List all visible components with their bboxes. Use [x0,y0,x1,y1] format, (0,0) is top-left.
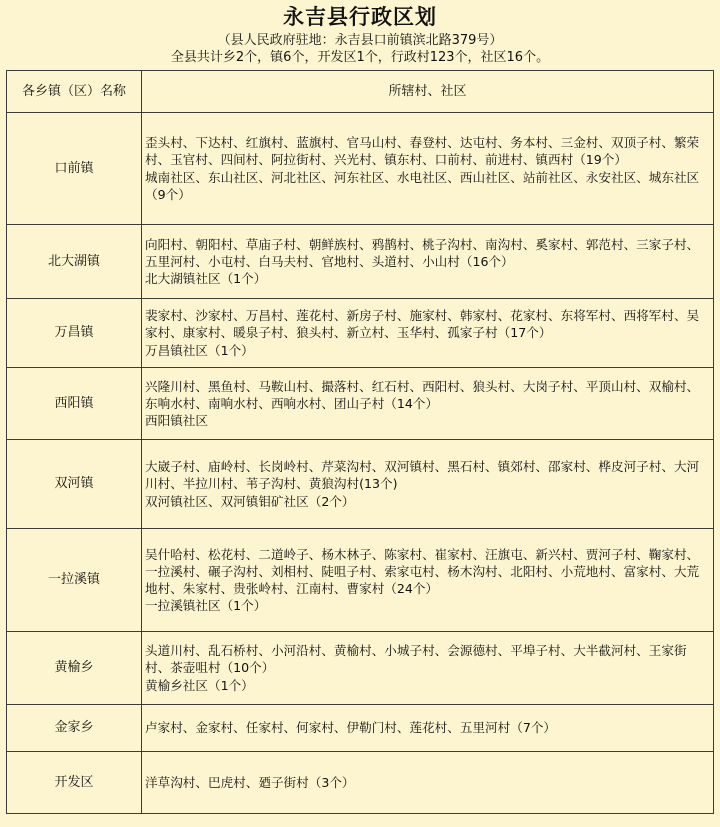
column-header-township: 各乡镇（区）名称 [7,71,142,113]
village-list: 头道川村、乱石桥村、小河沿村、黄榆村、小城子村、会源德村、平埠子村、大半截河村、王家街村、茶壶咀村（10个） [145,643,687,676]
township-name: 开发区 [7,752,142,814]
villages-cell [142,632,714,705]
township-name: 万昌镇 [7,299,142,368]
township-name: 北大湖镇 [7,225,142,299]
table-header-row [7,71,714,113]
division-table [6,70,714,814]
table-row [7,529,714,632]
village-list: 卢家村、金家村、任家村、何家村、伊勒门村、莲花村、五里河村（7个） [145,720,557,736]
village-list: 兴隆川村、黑鱼村、马鞍山村、撮落村、红石村、西阳村、狼头村、大岗子村、平顶山村、双榆村、东响水村、南响水村、西响水村、团山子村（14个） [145,378,700,411]
table-row [7,299,714,368]
table-row [7,368,714,440]
table-row [7,752,714,814]
community-list: 双河镇社区、双河镇钼矿社区（2个） [145,493,355,509]
township-name: 黄榆乡 [7,632,142,705]
document-title: 永吉县行政区划 [283,4,437,29]
table-row [7,113,714,225]
township-name: 一拉溪镇 [7,529,142,632]
table-row [7,632,714,705]
villages-cell [142,225,714,299]
township-name: 双河镇 [7,440,142,529]
table-row [7,705,714,752]
township-name: 西阳镇 [7,368,142,440]
villages-cell [142,705,714,752]
county-seat-note: （县人民政府驻地：永吉县口前镇滨北路379号） [217,33,503,48]
villages-cell [142,752,714,814]
county-summary: 全县共计乡2个，镇6个，开发区1个，行政村123个，社区16个。 [170,50,550,65]
villages-cell [142,113,714,225]
township-name: 金家乡 [7,705,142,752]
community-list: 一拉溪镇社区（1个） [145,598,267,614]
community-list: 黄榆乡社区（1个） [145,677,254,693]
community-list: 北大湖镇社区（1个） [145,271,267,287]
villages-cell [142,368,714,440]
village-list: 向阳村、朝阳村、草庙子村、朝鲜族村、鸦鹊村、桃子沟村、南沟村、奚家村、郭范村、三家子村、五里河村、小屯村、白马夫村、官地村、头道村、小山村（16个） [145,236,700,269]
villages-cell [142,440,714,529]
township-name: 口前镇 [7,113,142,225]
community-list: 城南社区、东山社区、河北社区、河东社区、水电社区、西山社区、站前社区、永安社区、城东社区（9个） [145,169,700,202]
village-list: 歪头村、下达村、红旗村、蓝旗村、官马山村、春登村、达屯村、务本村、三金村、双顶子村、繁荣村、玉官村、四间村、阿拉街村、兴光村、镇东村、口前村、前进村、镇西村（19个） [145,135,700,168]
community-list: 万昌镇社区（1个） [145,342,254,358]
table-row [7,225,714,299]
village-list: 裴家村、沙家村、万昌村、莲花村、新房子村、施家村、韩家村、花家村、东将军村、西将军村、吴家村、康家村、暖泉子村、狼头村、新立村、玉华村、孤家子村（17个） [145,308,700,341]
community-list: 西阳镇社区 [145,413,208,429]
table-row [7,440,714,529]
column-header-villages: 所辖村、社区 [142,71,714,113]
villages-cell [142,529,714,632]
document-header [0,0,720,67]
villages-cell [142,299,714,368]
village-list: 吴什哈村、松花村、二道岭子、杨木林子、陈家村、崔家村、汪旗屯、新兴村、贾河子村、鞠家村、一拉溪村、碾子沟村、刘相村、陡咀子村、索家屯村、杨木沟村、北阳村、小荒地村、富家村、大荒地村、朱家村、贵张岭村、江南村、曹家村（24个） [145,546,700,596]
village-list: 洋草沟村、巴虎村、廼子街村（3个） [145,774,355,790]
village-list: 大崴子村、庙岭村、长岗岭村、芹菜沟村、双河镇村、黑石村、镇郊村、邵家村、桦皮河子村、大河川村、半拉川村、苇子沟村、黄狼沟村(13个) [145,459,700,492]
